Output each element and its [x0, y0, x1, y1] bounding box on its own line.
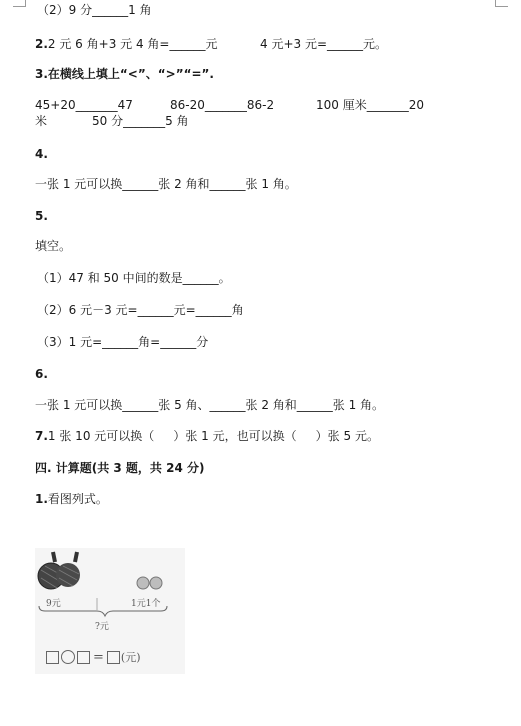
question-number: 1. [35, 492, 48, 506]
question-5-part-1: （1）47 和 50 中间的数是______。 [37, 271, 231, 285]
section-heading: 四. 计算题(共 3 题，共 24 分) [35, 461, 205, 475]
equals-sign: = [93, 649, 104, 665]
ball-icon [150, 577, 162, 589]
question-2 [35, 36, 217, 52]
question-text: 1 张 10 元可以换（ ）张 1 元，也可以换（ ）张 5 元。 [47, 429, 379, 443]
total-price-label: ?元 [95, 622, 109, 632]
question-5-part-2: （2）6 元－3 元=______元=______角 [37, 303, 244, 317]
unit-label: (元) [120, 651, 141, 664]
answer-box [46, 651, 59, 664]
left-price-label: 9元 [46, 599, 61, 609]
question-4-text: 一张 1 元可以换______张 2 角和______张 1 角。 [35, 177, 297, 191]
question-7 [35, 428, 379, 444]
compare-item-3-continued: 米 [35, 114, 48, 128]
answer-box [107, 651, 120, 664]
picture-problem-illustration [35, 548, 185, 674]
question-text: 2 元 6 角+3 元 4 角=______元 [47, 37, 218, 51]
right-price-label: 1元1个 [131, 599, 161, 609]
operator-circle [61, 650, 75, 664]
paddle-icon [56, 552, 80, 587]
question-5-number: 5. [35, 209, 48, 223]
ball-icon [137, 577, 149, 589]
page-corner-mark-left [13, 0, 26, 7]
equation-template [45, 649, 141, 665]
answer-box [77, 651, 90, 664]
question-6-text: 一张 1 元可以换______张 5 角、______张 2 角和______张 1 角。 [35, 398, 385, 412]
question-number: 2. [35, 37, 48, 51]
question-5-part-3: （3）1 元=______角=______分 [37, 335, 209, 349]
page-corner-mark-right [495, 0, 508, 7]
compare-item-4: 50 分_______5 角 [92, 114, 189, 128]
question-text: 在横线上填上“<”、“>”“=”. [47, 67, 214, 81]
question-2-second-part: 4 元+3 元=______元。 [260, 37, 388, 51]
question-3 [35, 66, 214, 82]
question-number: 7. [35, 429, 48, 443]
compare-item-1: 45+20_______47 [35, 98, 133, 112]
question-4-number: 4. [35, 147, 48, 161]
compare-item-2: 86-20_______86-2 [170, 98, 275, 112]
question-6-number: 6. [35, 367, 48, 381]
question-number: 3. [35, 67, 48, 81]
question-2-part-2: （2）9 分______1 角 [37, 3, 152, 17]
question-text: 看图列式。 [47, 492, 108, 506]
calc-question-1 [35, 491, 108, 507]
question-5-instruction: 填空。 [35, 239, 72, 253]
compare-item-3: 100 厘米_______20 [316, 98, 424, 112]
